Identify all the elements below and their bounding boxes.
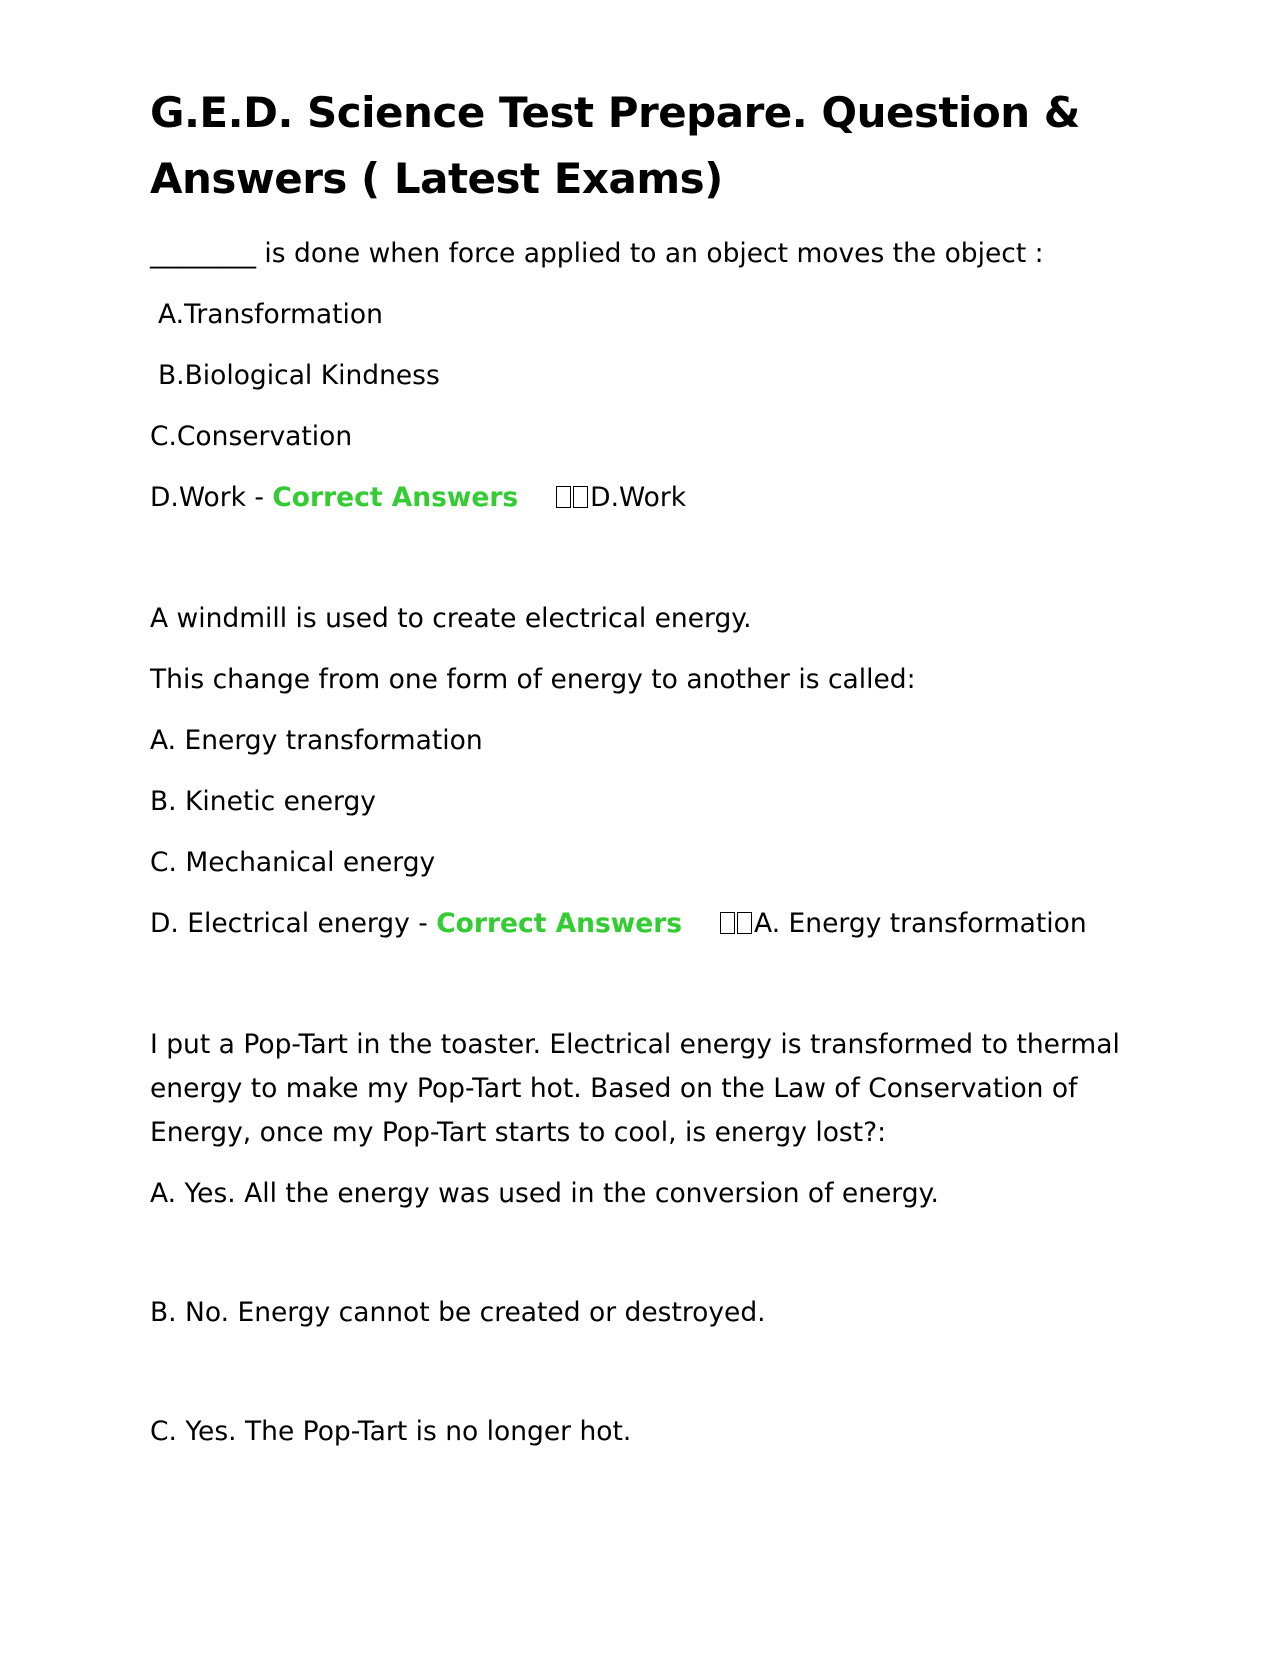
answer-marker-icon [556, 482, 590, 513]
question-1-option-b: B.Biological Kindness [158, 360, 440, 391]
question-2-option-a: A. Energy transformation [150, 725, 483, 756]
question-3-option-a: A. Yes. All the energy was used in the conversion of energy. [150, 1178, 939, 1209]
question-2-answer: A. Energy transformation [754, 908, 1087, 939]
question-2-option-d: D. Electrical energy [150, 908, 410, 939]
correct-answers-label: Correct Answers [436, 908, 683, 939]
correct-answers-label: Correct Answers [272, 482, 519, 513]
question-3 [150, 1023, 1150, 1454]
question-1-answer: D.Work [590, 482, 687, 513]
question-3-stem: I put a Pop-Tart in the toaster. Electrical energy is transformed to thermal energy to make my Pop-Tart hot. Based on the Law of Conservation of Energy, once my Pop-Tart starts to cool, is energy lost?: [150, 1029, 1120, 1148]
question-1-option-a: A.Transformation [158, 299, 383, 330]
question-2-stem-2: This change from one form of energy to another is called: [150, 664, 916, 695]
question-1-option-c: C.Conservation [150, 421, 353, 452]
question-2-option-d-line [150, 902, 1150, 946]
document-title: G.E.D. Science Test Prepare. Question & Answers ( Latest Exams) [150, 88, 1080, 203]
question-2-stem-1: A windmill is used to create electrical energy. [150, 603, 752, 634]
question-1-option-d: D.Work [150, 482, 246, 513]
question-3-option-b: B. No. Energy cannot be created or destroyed. [150, 1297, 766, 1328]
document-page [150, 80, 1150, 1471]
question-1-option-d-line [150, 476, 1150, 520]
answer-separator: - [245, 482, 273, 513]
question-2-option-c: C. Mechanical energy [150, 847, 436, 878]
question-3-option-c: C. Yes. The Pop-Tart is no longer hot. [150, 1416, 632, 1447]
answer-marker-icon [720, 908, 754, 939]
answer-separator: - [409, 908, 437, 939]
question-2 [150, 597, 1150, 946]
question-2-option-b: B. Kinetic energy [150, 786, 376, 817]
question-1 [150, 232, 1150, 520]
question-1-stem: ________ is done when force applied to an object moves the object : [150, 238, 1044, 269]
